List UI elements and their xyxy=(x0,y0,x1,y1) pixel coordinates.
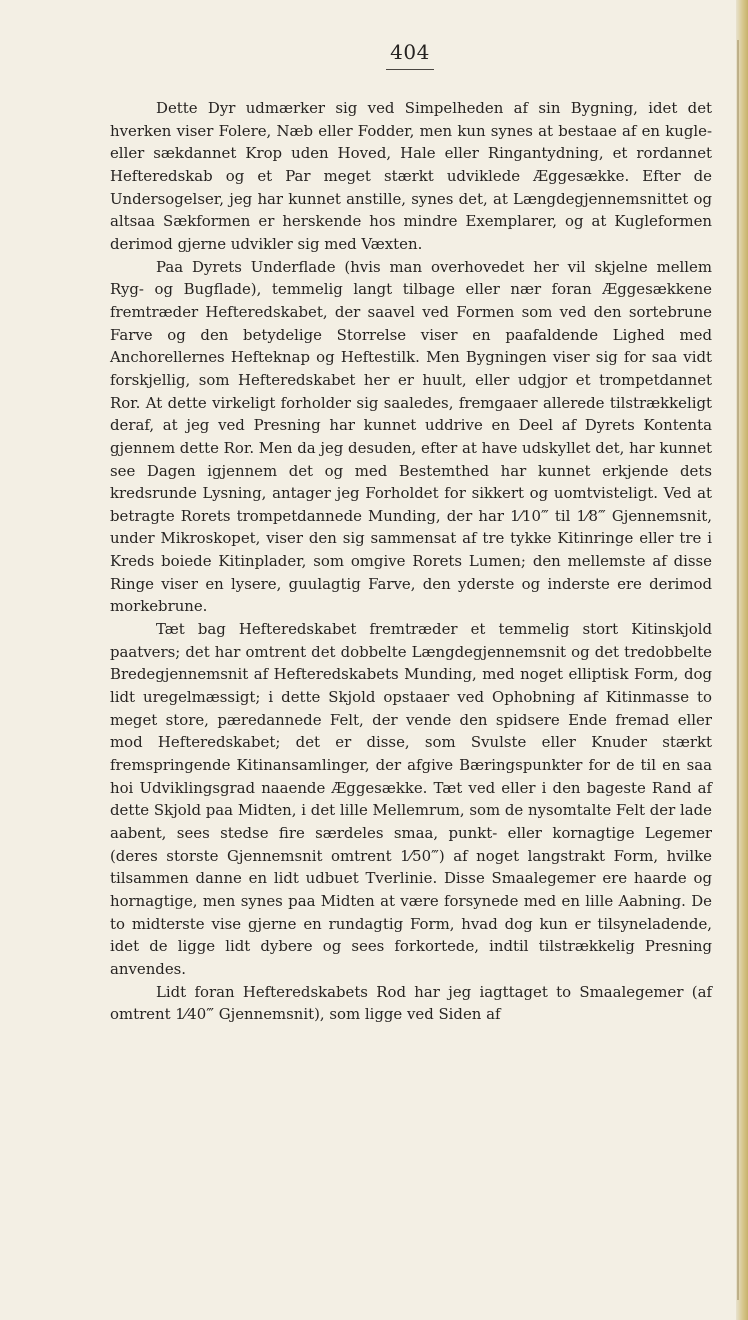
paragraph-2: Paa Dyrets Underflade (hvis man overhovedet her vil skjelne mellem Ryg- og Bugflade), temmelig langt tilbage eller nær foran Æggesækkene fremtræder Hefteredskabet, der saavel ved Formen som ved den sortebrune Farve og den betydelige Storrelse viser en paafaldende Lighed med Anchorellernes Hefteknap og Heftestilk. Men Bygningen viser sig for saa vidt forskjellig, som Hefteredskabet her er huult, eller udgjor et trompetdannet Ror. At dette virkeligt forholder sig saaledes, fremgaaer allerede tilstrækkeligt deraf, at jeg ved Presning har kunnet uddrive en Deel af Dyrets Kontenta gjennem dette Ror. Men da jeg desuden, efter at have udskyllet det, har kunnet see Dagen igjennem det og med Bestemthed har kunnet erkjende dets kredsrunde Lysning, antager jeg Forholdet for sikkert og uomtvisteligt. Ved at betragte Rorets trompetdannede Munding, der har 1⁄10‴ til 1⁄8‴ Gjennemsnit, under Mikroskopet, viser den sig sammensat af tre tykke Kitinringe eller tre i Kreds boiede Kitinplader, som omgive Rorets Lumen; den mellemste af disse Ringe viser en lysere, guulagtig Farve, den yderste og inderste ere derimod morkebrune. xyxy=(110,257,712,616)
paragraph-3: Tæt bag Hefteredskabet fremtræder et temmelig stort Kitinskjold paatvers; det har omtrent det dobbelte Længdegjennemsnit og det tredobbelte Bredegjennemsnit af Hefteredskabets Munding, med noget elliptisk Form, dog lidt uregelmæssigt; i dette Skjold opstaaer ved Ophobning af Kitinmasse to meget store, pæredannede Felt, der vende den spidsere Ende fremad eller mod Hefteredskabet; det er disse, som Svulste eller Knuder stærkt fremspringende Kitinansamlinger, der afgive Bæringspunkter for de til en saa hoi Udviklingsgrad naaende Æggesække. Tæt ved eller i den bageste Rand af dette Skjold paa Midten, i det lille Mellemrum, som de nysomtalte Felt der lade aabent, sees stedse fire særdeles smaa, punkt- eller kornagtige Legemer (deres storste Gjennemsnit omtrent 1⁄50‴) af noget langstrakt Form, hvilke tilsammen danne en lidt udbuet Tverlinie. Disse Smaalegemer ere haarde og hornagtige, men synes paa Midten at være forsynede med en lille Aabning. De to midterste vise gjerne en rundagtig Form, hvad dog kun er tilsyneladende, idet de ligge lidt dybere og sees forkortede, indtil tilstrækkelig Presning anvendes. xyxy=(110,620,712,978)
paragraph-4: Lidt foran Hefteredskabets Rod har jeg iagttaget to Smaalegemer (af omtrent 1⁄40‴ Gjennemsnit), som ligge ved Siden af xyxy=(110,982,712,1024)
body-text xyxy=(110,97,712,1026)
page-number: 404 xyxy=(390,40,430,64)
page-edge-shadow xyxy=(737,40,739,1300)
paragraph-1: Dette Dyr udmærker sig ved Simpelheden af sin Bygning, idet det hverken viser Folere, Næb eller Fodder, men kun synes at bestaae af en kugle- eller sækdannet Krop uden Hoved, Hale eller Ringantydning, et rordannet Hefteredskab og et Par meget stærkt udviklede Æggesække. Efter de Undersogelser, jeg har kunnet anstille, synes det, at Længdegjennemsnittet og altsaa Sækformen er herskende hos mindre Exemplarer, og at Kugleformen derimod gjerne udvikler sig med Væxten. xyxy=(110,99,712,253)
page-number-rule xyxy=(386,69,434,70)
